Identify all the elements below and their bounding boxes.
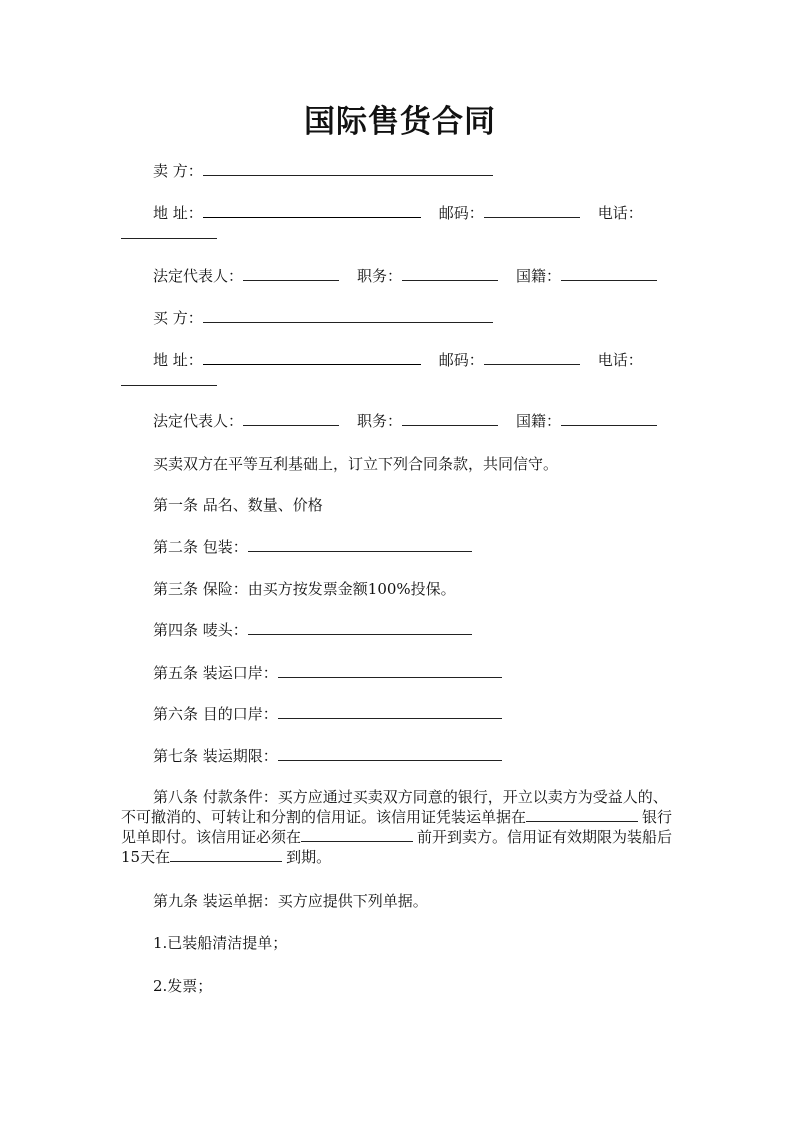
article-2-line [153,537,476,557]
document-item-1: 1.已装船清洁提单； [153,934,288,952]
bank-blank [526,807,638,822]
document-title: 国际售货合同 [304,104,496,140]
article-8-text-4: 到期。 [286,848,332,866]
article-6: 第六条 目的口岸： [153,705,278,723]
article-3: 第三条 保险：由买方按发票金额100%投保。 [153,580,456,598]
article-8-text-2: 银行见单即付。该信用证必须在 [121,808,673,846]
buyer-address-blank [203,350,421,365]
seller-zip-label: 邮码： [438,204,484,222]
buyer-phone-blank-line [121,371,221,391]
preamble: 买卖双方在平等互利基础上，订立下列合同条款，共同信守。 [153,455,559,473]
buyer-nationality-label: 国籍： [516,412,562,430]
seller-line [153,161,497,181]
article-7: 第七条 装运期限： [153,747,278,765]
seller-name-blank [203,161,493,176]
seller-phone-label: 电话： [597,204,643,222]
buyer-label: 买 方： [153,309,203,327]
article-8 [121,787,681,867]
buyer-legal-rep-label: 法定代表人： [153,412,244,430]
buyer-zip-label: 邮码： [438,351,484,369]
article-7-line [153,746,506,766]
seller-address-label: 地 址： [153,204,203,222]
article-2: 第二条 包装： [153,538,248,556]
marks-blank [248,620,472,635]
lc-expiry-place-blank [170,847,282,862]
seller-legal-rep-label: 法定代表人： [153,267,244,285]
seller-position-blank [402,266,498,281]
destination-port-blank [278,704,502,719]
article-8-text-1: 第八条 付款条件：买方应通过买卖双方同意的银行，开立以卖方为受益人的、不可撤消的、可转让和分割的信用证。该信用证凭装运单据在 [121,788,668,826]
document-item-2: 2.发票； [153,977,213,995]
seller-phone-blank [121,224,217,239]
article-8-text-3: 前开到卖方。信用证有效期限为装船后15天在 [121,828,673,866]
seller-zip-blank [484,203,580,218]
buyer-address-line [153,350,643,370]
buyer-phone-blank [121,371,217,386]
buyer-name-blank [203,308,493,323]
buyer-nationality-blank [561,411,657,426]
seller-nationality-label: 国籍： [516,267,562,285]
buyer-legal-rep-line [153,411,661,431]
buyer-line [153,308,497,328]
lc-open-date-blank [301,827,413,842]
buyer-position-label: 职务： [357,412,403,430]
article-5: 第五条 装运口岸： [153,664,278,682]
seller-legal-rep-blank [243,266,339,281]
shipment-period-blank [278,746,502,761]
seller-address-line [153,203,643,223]
article-9: 第九条 装运单据：买方应提供下列单据。 [153,892,428,910]
packing-blank [248,537,472,552]
buyer-zip-blank [484,350,580,365]
seller-address-blank [203,203,421,218]
seller-phone-blank-line [121,224,221,244]
seller-nationality-blank [561,266,657,281]
article-4: 第四条 唛头： [153,621,248,639]
seller-legal-rep-line [153,266,661,286]
seller-position-label: 职务： [357,267,403,285]
seller-label: 卖 方： [153,162,203,180]
buyer-legal-rep-blank [243,411,339,426]
loading-port-blank [278,663,502,678]
article-1: 第一条 品名、数量、价格 [153,496,323,514]
article-6-line [153,704,506,724]
buyer-address-label: 地 址： [153,351,203,369]
article-5-line [153,663,506,683]
buyer-phone-label: 电话： [597,351,643,369]
buyer-position-blank [402,411,498,426]
article-4-line [153,620,476,640]
